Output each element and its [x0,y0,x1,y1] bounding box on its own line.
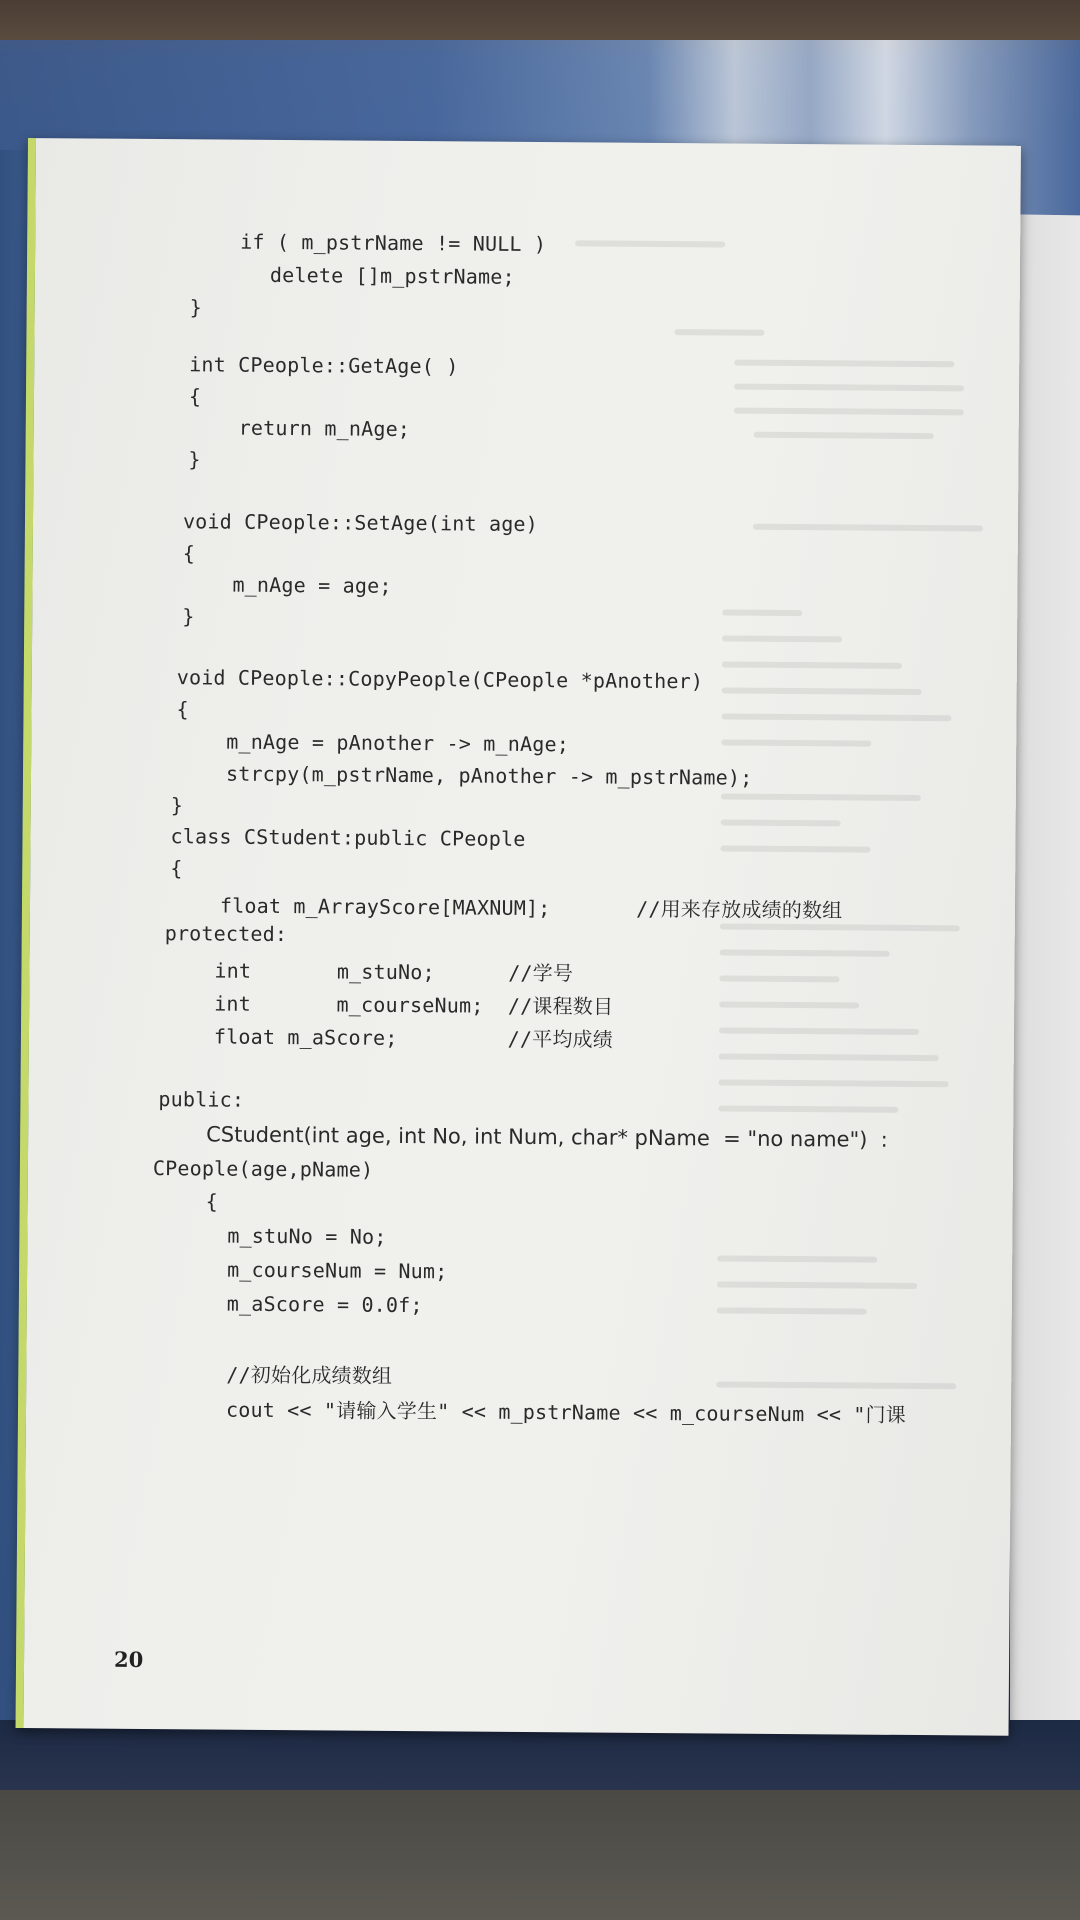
code-line: protected: [164,921,288,947]
code-line: { [182,541,196,566]
code-line: m_nAge = age; [232,572,392,598]
table-surface [0,1790,1080,1920]
code-line: m_stuNo = No; [227,1223,387,1249]
code-line: { [205,1189,218,1214]
code-line: return m_nAge; [238,415,411,442]
code-line: { [170,856,183,881]
code-line: public: [158,1087,245,1112]
page-number: 20 [113,1646,144,1672]
code-line: } [170,793,184,818]
code-line: if ( m_pstrName != NULL ) [240,229,547,257]
code-line: cout << "请输入学生" << m_pstrName << m_courseNum << "门课 [225,1397,907,1427]
code-line: CStudent(int age, int No, int Num, char* pName = "no name") : [206,1122,888,1152]
code-line: int m_courseNum; //课程数目 [214,991,614,1019]
code-line: { [176,697,189,722]
code-line: strcpy(m_pstrName, pAnother -> m_pstrName); [225,761,753,790]
code-line: void CPeople::SetAge(int age) [182,509,539,537]
code-line: void CPeople::CopyPeople(CPeople *pAnother) [176,665,704,694]
code-line: float m_ArrayScore[MAXNUM]; //用来存放成绩的数组 [219,893,843,923]
code-line: { [188,384,202,409]
code-line: m_nAge = pAnother -> m_nAge; [226,729,570,757]
code-line: //初始化成绩数组 [226,1362,393,1388]
code-line: } [188,447,201,472]
underlying-page [1010,214,1080,1736]
code-line: } [182,604,195,629]
code-line: m_aScore = 0.0f; [226,1291,423,1318]
code-line: float m_aScore; //平均成绩 [213,1024,614,1052]
code-line: } [189,295,203,320]
code-line: class CStudent:public CPeople [170,824,526,851]
code-line: delete []m_pstrName; [269,262,515,289]
code-line: int CPeople::GetAge( ) [189,352,459,379]
code-line: m_courseNum = Num; [227,1257,448,1284]
code-line: CPeople(age,pName) [152,1156,374,1182]
code-line: int m_stuNo; //学号 [214,958,574,986]
book-page [16,138,1021,1736]
